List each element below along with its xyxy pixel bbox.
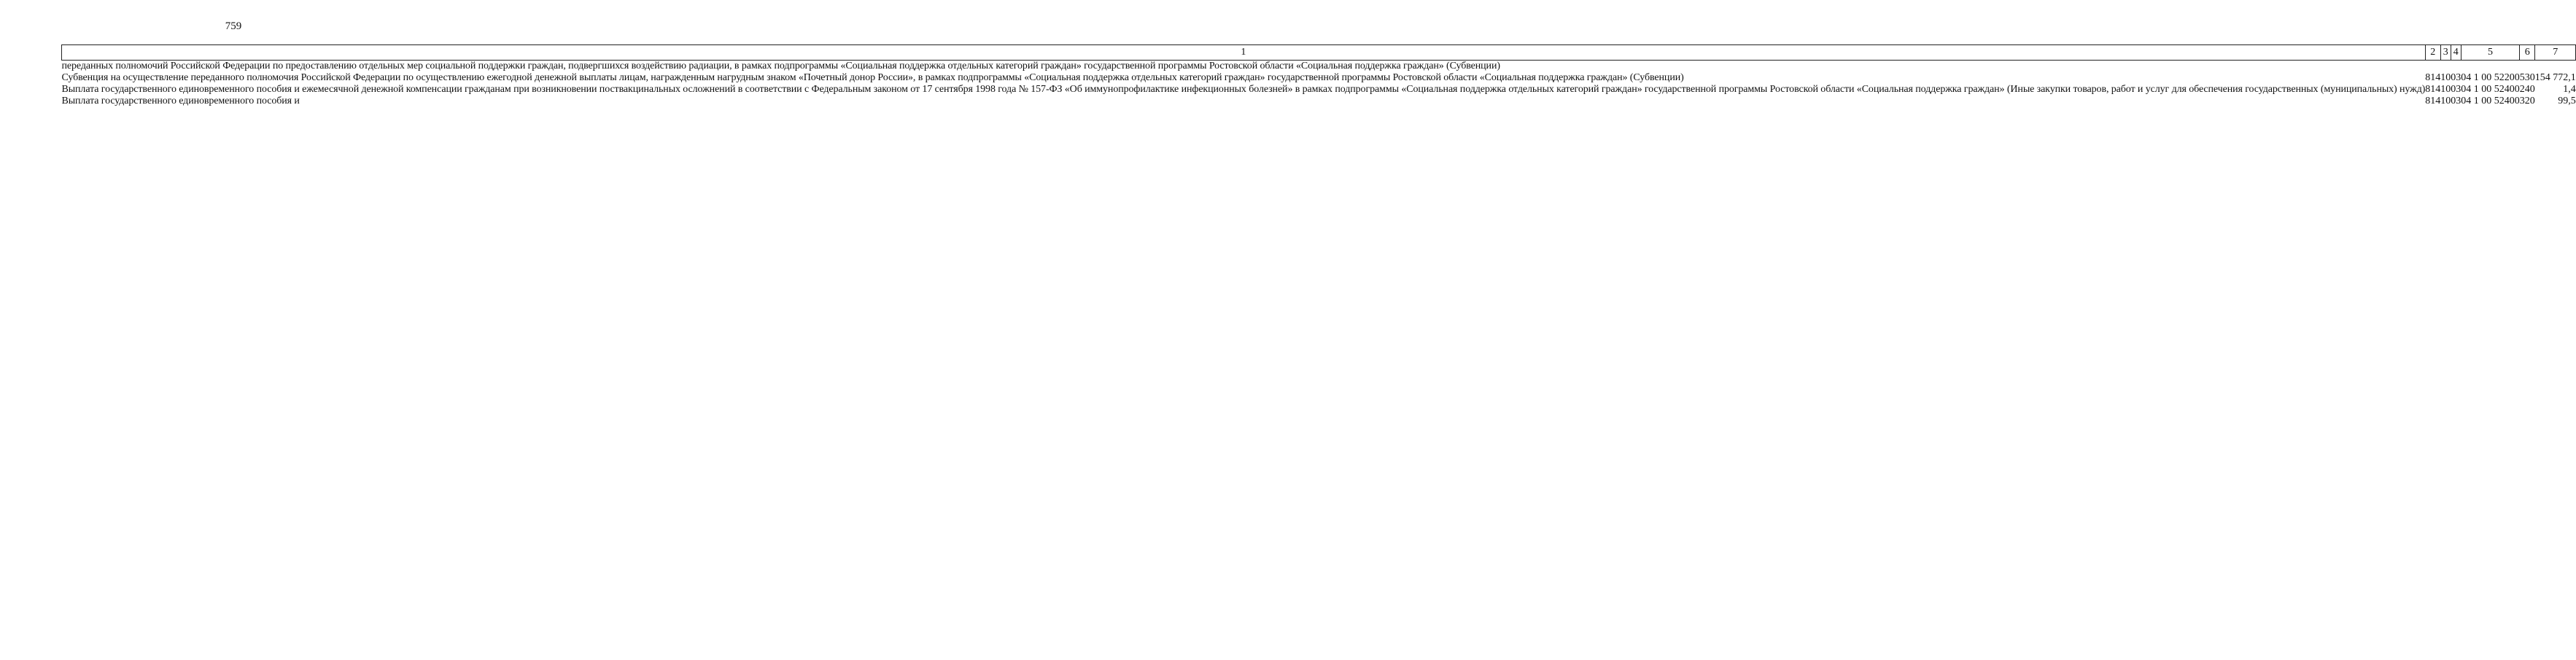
row-description: Выплата государственного единовременного пособия и ежемесячной денежной компенсации гражданам при возникновении поствакцинальных осложнений в соответствии с Федеральным законом от 17 сентября 1998 года № 157-ФЗ «Об иммунопрофилактике инфекционных болезней» в рамках подпрограммы «Социальная поддержка отдельных категорий граждан» государственной программы Ростовской области «Социальная поддержка граждан» (Иные закупки товаров, работ и услуг для обеспечения государственных (муниципальных) нужд) xyxy=(61,84,2426,95)
header-col-2: 2 xyxy=(2425,45,2440,61)
row-expense-type xyxy=(2520,61,2535,73)
row-admin-code: 814 xyxy=(2425,84,2441,95)
table-row xyxy=(62,96,2576,107)
row-section xyxy=(2440,61,2451,73)
page-number: 759 xyxy=(225,20,242,32)
row-amount xyxy=(2535,61,2576,73)
table-row xyxy=(62,72,2576,84)
row-section: 10 xyxy=(2440,72,2451,83)
header-col-6: 6 xyxy=(2520,45,2535,61)
row-admin-code: 814 xyxy=(2425,96,2441,106)
row-section: 10 xyxy=(2440,96,2451,106)
row-description: переданных полномочий Российской Федерации по предоставлению отдельных мер социальной поддержки граждан, подвергшихся воздействию радиации, в рамках подпрограммы «Социальная поддержка отдельных категорий граждан» государственной программы Ростовской области «Социальная поддержка граждан» (Субвенции) xyxy=(61,61,1500,71)
header-col-7: 7 xyxy=(2535,45,2576,61)
header-col-4: 4 xyxy=(2451,45,2461,61)
budget-table xyxy=(61,44,2576,107)
row-amount: 99,5 xyxy=(2558,96,2576,106)
row-target-article: 04 1 00 52400 xyxy=(2461,84,2520,95)
row-admin-code: 814 xyxy=(2425,72,2441,83)
table-row xyxy=(62,61,2576,73)
row-description: Субвенция на осуществление переданного полномочия Российской Федерации по осуществлению ежегодной денежной выплаты лицам, награжденным нагрудным знаком «Почетный донор России», в рамках подпрограммы «Социальная поддержка отдельных категорий граждан» государственной программы Ростовской области «Социальная поддержка граждан» (Субвенции) xyxy=(61,72,1684,83)
header-col-1: 1 xyxy=(62,45,2426,61)
row-expense-type: 530 xyxy=(2519,72,2535,83)
header-row xyxy=(62,45,2576,61)
row-subsection: 03 xyxy=(2451,72,2461,83)
row-section: 10 xyxy=(2440,84,2451,95)
row-amount: 1,4 xyxy=(2563,84,2576,95)
row-target-article: 04 1 00 52400 xyxy=(2461,96,2520,106)
row-subsection: 03 xyxy=(2451,84,2461,95)
row-expense-type: 240 xyxy=(2519,84,2535,95)
row-admin-code xyxy=(2425,61,2440,73)
header-col-3: 3 xyxy=(2440,45,2451,61)
row-amount: 154 772,1 xyxy=(2534,72,2576,83)
row-subsection xyxy=(2451,61,2461,73)
row-expense-type: 320 xyxy=(2519,96,2535,106)
row-target-article: 04 1 00 52200 xyxy=(2461,72,2520,83)
row-description: Выплата государственного единовременного пособия и xyxy=(61,96,300,106)
row-target-article xyxy=(2461,61,2520,73)
row-subsection: 03 xyxy=(2451,96,2461,106)
header-col-5: 5 xyxy=(2461,45,2520,61)
table-row xyxy=(62,84,2576,96)
